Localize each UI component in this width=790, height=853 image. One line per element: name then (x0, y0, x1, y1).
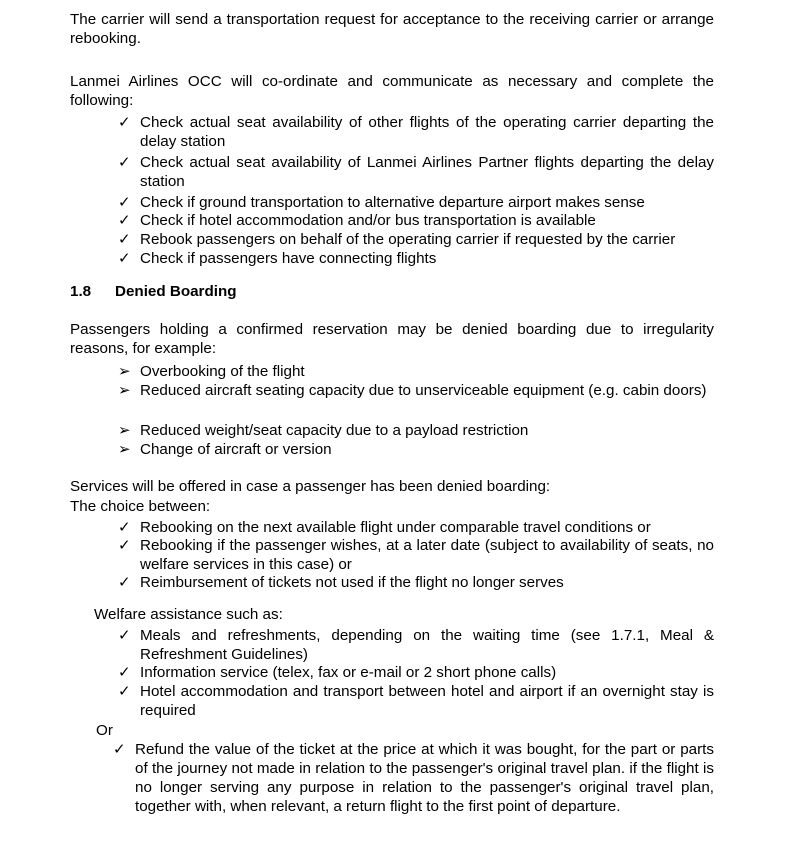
section-heading (70, 282, 237, 301)
checkmark-icon: ✓ (118, 212, 131, 229)
list-item-text: Rebook passengers on behalf of the operating carrier if requested by the carrier (140, 231, 676, 248)
list-item-text: Check if hotel accommodation and/or bus transportation is available (140, 212, 596, 229)
list-item (118, 362, 714, 381)
list-item-text: Information service (telex, fax or e-mail or 2 short phone calls) (140, 664, 557, 681)
checkmark-icon: ✓ (118, 154, 131, 171)
checkmark-icon: ✓ (118, 683, 131, 700)
list-item-text: Hotel accommodation and transport between hotel and airport if an overnight stay is required (140, 683, 714, 719)
list-item (118, 381, 714, 400)
welfare-label: Welfare assistance such as: (94, 606, 283, 623)
list-item (118, 249, 714, 268)
checkmark-icon: ✓ (113, 741, 126, 758)
arrow-bullet-icon: ➢ (118, 422, 131, 439)
checkmark-icon: ✓ (118, 250, 131, 267)
list-item-text: Check if passengers have connecting flights (140, 250, 437, 267)
list-item (118, 230, 714, 249)
paragraph-occ-coordination: Lanmei Airlines OCC will co-ordinate and communicate as necessary and complete the following: (70, 73, 714, 109)
arrow-bullet-icon: ➢ (118, 441, 131, 458)
paragraph-denied-boarding: Passengers holding a confirmed reservation may be denied boarding due to irregularity reasons, for example: (70, 321, 714, 357)
checkmark-icon: ✓ (118, 627, 131, 644)
list-item-text: Rebooking if the passenger wishes, at a later date (subject to availability of seats, no welfare services in this case) or (140, 537, 714, 573)
list-item-text: Check actual seat availability of other flights of the operating carrier departing the delay station (140, 114, 714, 150)
paragraph-transport-request: The carrier will send a transportation request for acceptance to the receiving carrier or arrange rebooking. (70, 11, 714, 47)
arrow-bullet-icon: ➢ (118, 382, 131, 399)
list-item (118, 573, 714, 592)
list-item (118, 518, 714, 537)
list-item-text: Change of aircraft or version (140, 441, 332, 458)
checkmark-icon: ✓ (118, 664, 131, 681)
list-item (118, 536, 714, 574)
list-item-text: Check actual seat availability of Lanmei Airlines Partner flights departing the delay station (140, 154, 714, 190)
list-item-text: Meals and refreshments, depending on the waiting time (see 1.7.1, Meal & Refreshment Guidelines) (140, 627, 714, 663)
list-item-text: Check if ground transportation to alternative departure airport makes sense (140, 194, 645, 211)
checkmark-icon: ✓ (118, 537, 131, 554)
list-item (118, 682, 714, 720)
list-item (118, 440, 714, 459)
list-item (118, 153, 714, 191)
section-number: 1.8 (70, 283, 92, 300)
or-label: Or (96, 722, 113, 739)
checkmark-icon: ✓ (118, 231, 131, 248)
section-title: Denied Boarding (115, 283, 237, 300)
paragraph-choice-between: The choice between: (70, 498, 211, 515)
list-item-text: Reduced weight/seat capacity due to a payload restriction (140, 422, 529, 439)
list-item (118, 626, 714, 664)
checkmark-icon: ✓ (118, 114, 131, 131)
list-item-text: Reimbursement of tickets not used if the flight no longer serves (140, 574, 564, 591)
list-item (118, 421, 714, 440)
list-item-text: Reduced aircraft seating capacity due to unserviceable equipment (e.g. cabin doors) (140, 382, 707, 399)
list-item (118, 193, 714, 212)
checkmark-icon: ✓ (118, 574, 131, 591)
list-item-text: Rebooking on the next available flight under comparable travel conditions or (140, 519, 651, 536)
list-item (118, 211, 714, 230)
refund-item (113, 740, 714, 816)
arrow-bullet-icon: ➢ (118, 363, 131, 380)
list-item-text: Overbooking of the flight (140, 363, 305, 380)
checkmark-icon: ✓ (118, 194, 131, 211)
paragraph-services-offered: Services will be offered in case a passenger has been denied boarding: (70, 478, 551, 495)
list-item (118, 113, 714, 151)
list-item (118, 663, 714, 682)
refund-text: Refund the value of the ticket at the price at which it was bought, for the part or parts of the journey not made in relation to the passenger's original travel plan. if the flight is no longer serving any purpose in relation to the passenger's original travel plan, together with, when relevant, a return flight to the first point of departure. (135, 741, 714, 815)
checkmark-icon: ✓ (118, 519, 131, 536)
